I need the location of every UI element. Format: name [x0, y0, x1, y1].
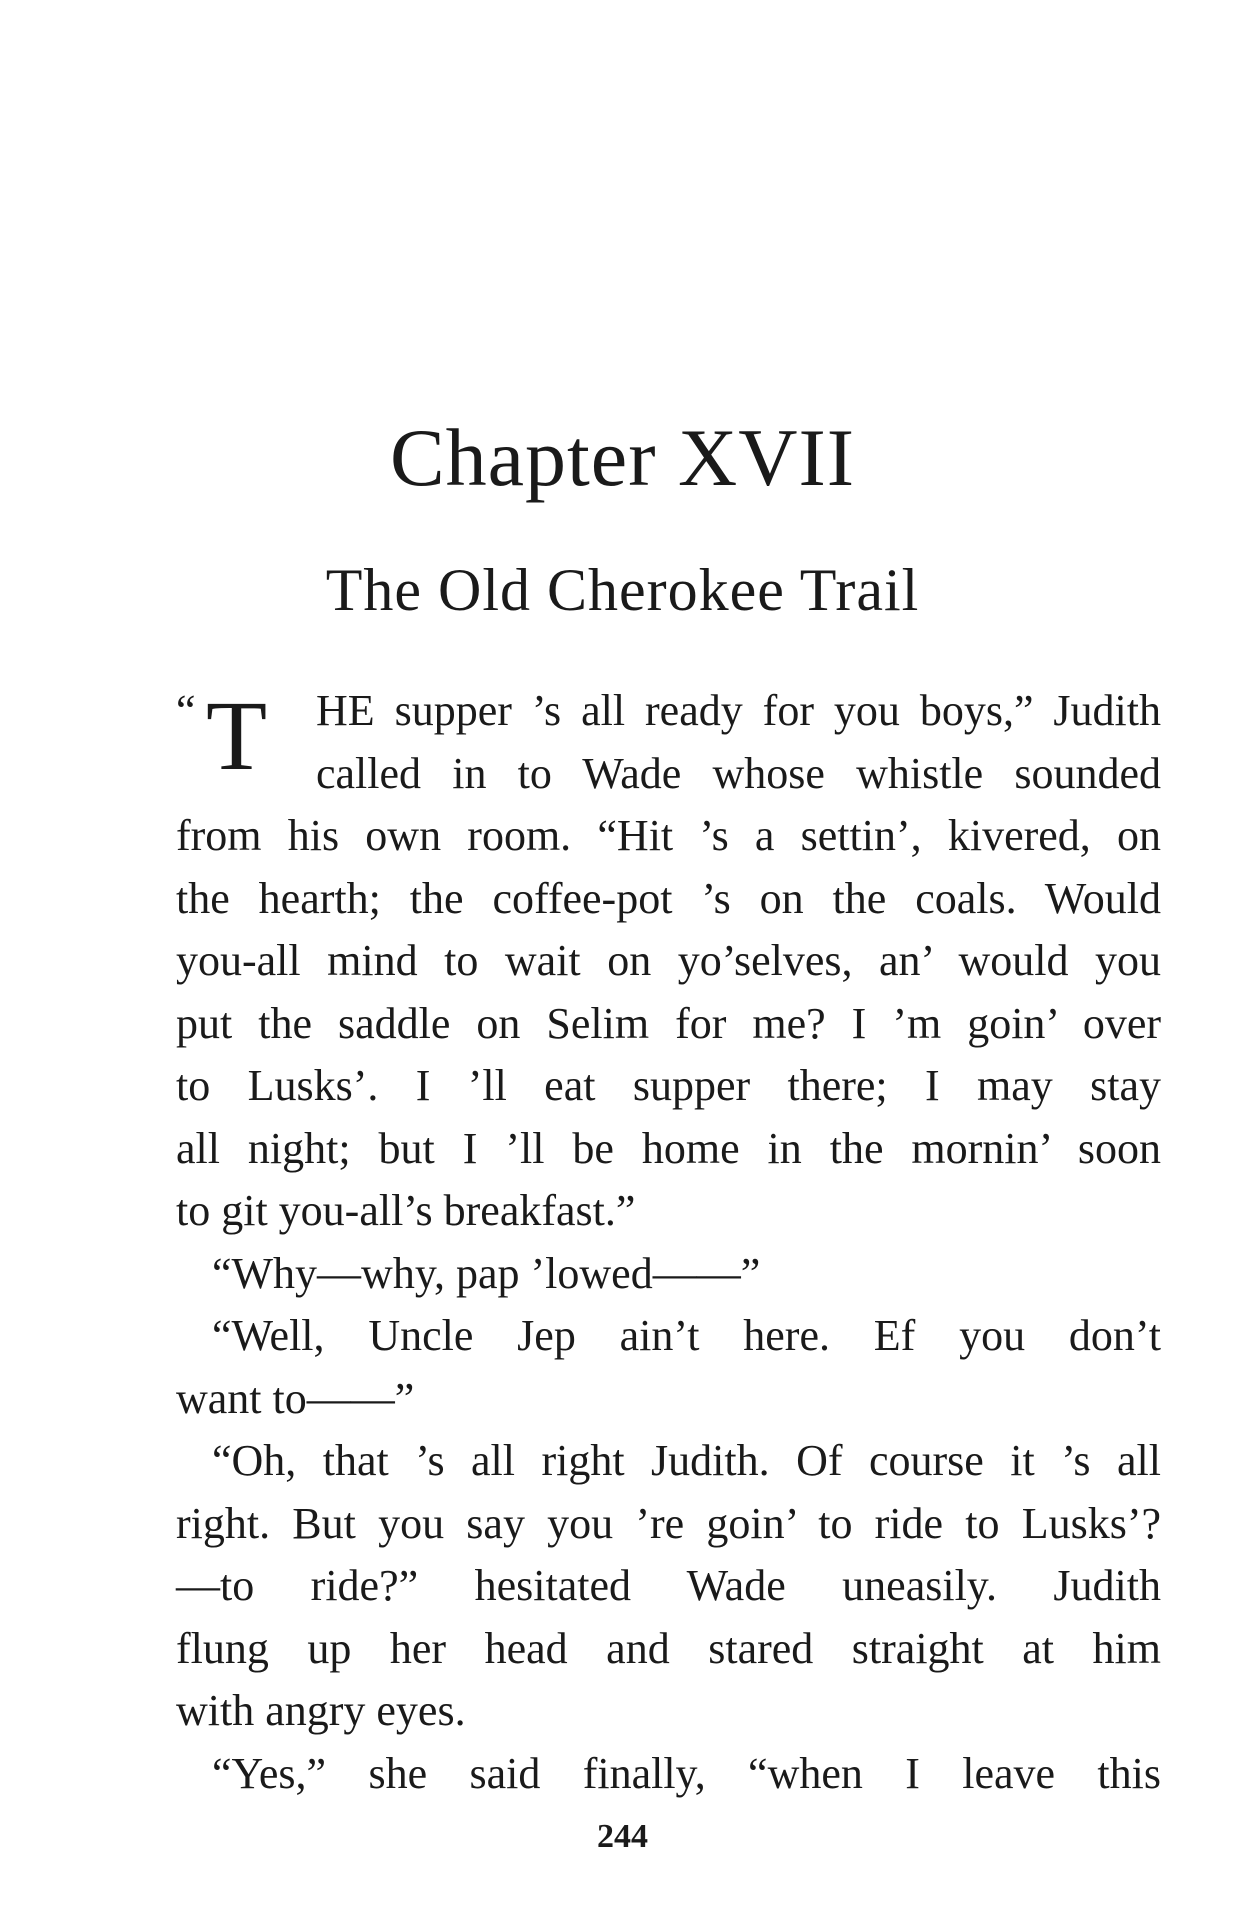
text-line: “Why—why, pap ’lowed——”: [212, 1248, 761, 1298]
text-line: want to——”: [176, 1373, 415, 1423]
text-line: called in to Wade whose whistle sounded: [316, 748, 1161, 798]
chapter-body-text: [176, 680, 1161, 1805]
opening-quote-mark: “: [176, 686, 196, 735]
text-line: to Lusks’. I ’ll eat supper there; I may stay: [176, 1061, 1161, 1110]
text-line: put the saddle on Selim for me? I ’m goin’ over: [176, 998, 1161, 1048]
text-line: the hearth; the coffee-pot ’s on the coals. Would: [176, 873, 1161, 923]
text-line: from his own room. “Hit ’s a settin’, kivered, on: [176, 811, 1161, 860]
text-line: “Oh, that ’s all right Judith. Of course it ’s all: [212, 1436, 1161, 1485]
drop-cap-letter: T: [206, 680, 268, 791]
chapter-number: Chapter XVII: [389, 412, 856, 503]
text-line: you-all mind to wait on yo’selves, an’ would you: [176, 936, 1161, 985]
text-line: “Yes,” she said finally, “when I leave this: [212, 1748, 1161, 1798]
text-line: “Well, Uncle Jep ain’t here. Ef you don’t: [212, 1311, 1161, 1360]
text-line: right. But you say you ’re goin’ to ride to Lusks’?: [176, 1498, 1161, 1548]
text-line: to git you-all’s breakfast.”: [176, 1186, 636, 1235]
text-line: with angry eyes.: [176, 1686, 466, 1735]
text-line: —to ride?” hesitated Wade uneasily. Judith: [176, 1561, 1161, 1610]
text-line: HE supper ’s all ready for you boys,” Judith: [316, 686, 1161, 735]
chapter-title: The Old Cherokee Trail: [325, 557, 920, 623]
text-line: all night; but I ’ll be home in the mornin’ soon: [176, 1123, 1161, 1173]
page-number: 244: [597, 1818, 648, 1855]
text-line: flung up her head and stared straight at him: [176, 1623, 1161, 1673]
